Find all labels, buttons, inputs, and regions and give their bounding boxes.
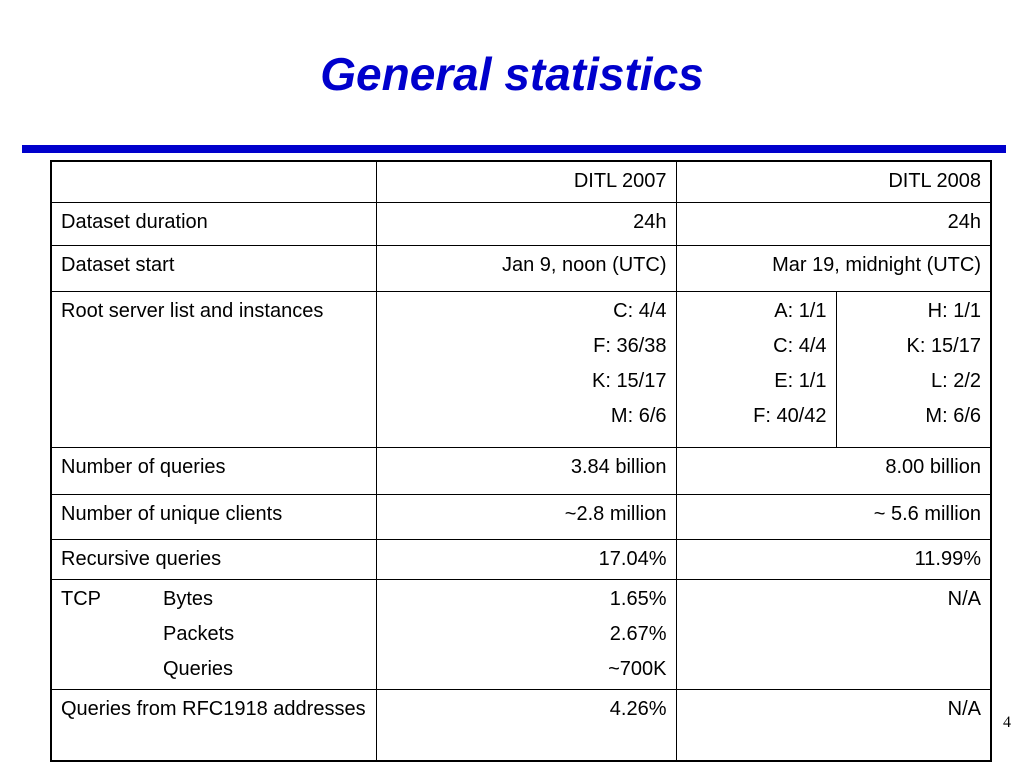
root-instance: L: 2/2: [930, 369, 981, 392]
row-label-tcp: [51, 579, 376, 689]
value-2007-tcp: [376, 579, 676, 689]
tcp-value: 2.67%: [609, 622, 667, 645]
tcp-line: [61, 582, 367, 617]
statistics-table: [50, 160, 992, 762]
value-2007: 24h: [376, 202, 676, 245]
table-row-root-servers: [51, 291, 991, 447]
header-corner-cell: [51, 161, 376, 202]
value-2008: ~ 5.6 million: [676, 494, 991, 539]
table-row-rfc1918: [51, 689, 991, 761]
value-2007: ~2.8 million: [376, 494, 676, 539]
root-instance: F: 36/38: [593, 334, 667, 357]
value-2007-root-list: [376, 291, 676, 447]
header-ditl-2008: DITL 2008: [676, 161, 991, 202]
row-label: Root server list and instances: [51, 291, 376, 447]
header-ditl-2007: DITL 2007: [376, 161, 676, 202]
value-2007: Jan 9, noon (UTC): [376, 245, 676, 291]
table-row-number-of-queries: [51, 447, 991, 494]
value-2008: N/A: [676, 579, 991, 689]
row-label: Number of queries: [51, 447, 376, 494]
value-2008-root-list-a: [676, 291, 836, 447]
row-label: Queries from RFC1918 addresses: [51, 689, 376, 761]
root-instance: C: 4/4: [613, 299, 667, 322]
table-row-dataset-duration: [51, 202, 991, 245]
row-label: Dataset duration: [51, 202, 376, 245]
tcp-value: 1.65%: [609, 587, 667, 610]
slide-title: General statistics: [320, 48, 704, 100]
row-label: Dataset start: [51, 245, 376, 291]
title-underline-rule: [22, 145, 1006, 153]
value-2008: 24h: [676, 202, 991, 245]
root-instance: F: 40/42: [753, 404, 827, 427]
tcp-sub-label: Queries: [163, 657, 234, 680]
table-row-unique-clients: [51, 494, 991, 539]
row-label: Recursive queries: [51, 539, 376, 579]
page-number: 4: [1003, 714, 1011, 731]
row-label: Number of unique clients: [51, 494, 376, 539]
value-2008: N/A: [676, 689, 991, 761]
root-instance: M: 6/6: [610, 404, 667, 427]
value-2007: 3.84 billion: [376, 447, 676, 494]
root-instance: E: 1/1: [774, 369, 827, 392]
value-2008: 11.99%: [676, 539, 991, 579]
value-2007: 17.04%: [376, 539, 676, 579]
root-instance: A: 1/1: [774, 299, 827, 322]
value-2008: 8.00 billion: [676, 447, 991, 494]
table-header-row: [51, 161, 991, 202]
root-instance: M: 6/6: [925, 404, 981, 427]
tcp-value: ~700K: [608, 657, 667, 680]
tcp-label: TCP: [61, 587, 101, 610]
value-2008-root-list-b: [836, 291, 991, 447]
root-instance: K: 15/17: [906, 334, 981, 357]
root-instance: K: 15/17: [591, 369, 667, 392]
tcp-sub-label: Bytes: [163, 587, 214, 610]
table-row-dataset-start: [51, 245, 991, 291]
table-row-recursive-queries: [51, 539, 991, 579]
root-instance: H: 1/1: [927, 299, 981, 322]
table-row-tcp: [51, 579, 991, 689]
root-instance: C: 4/4: [773, 334, 827, 357]
value-2007: 4.26%: [376, 689, 676, 761]
value-2008: Mar 19, midnight (UTC): [676, 245, 991, 291]
tcp-sub-label: Packets: [163, 622, 235, 645]
